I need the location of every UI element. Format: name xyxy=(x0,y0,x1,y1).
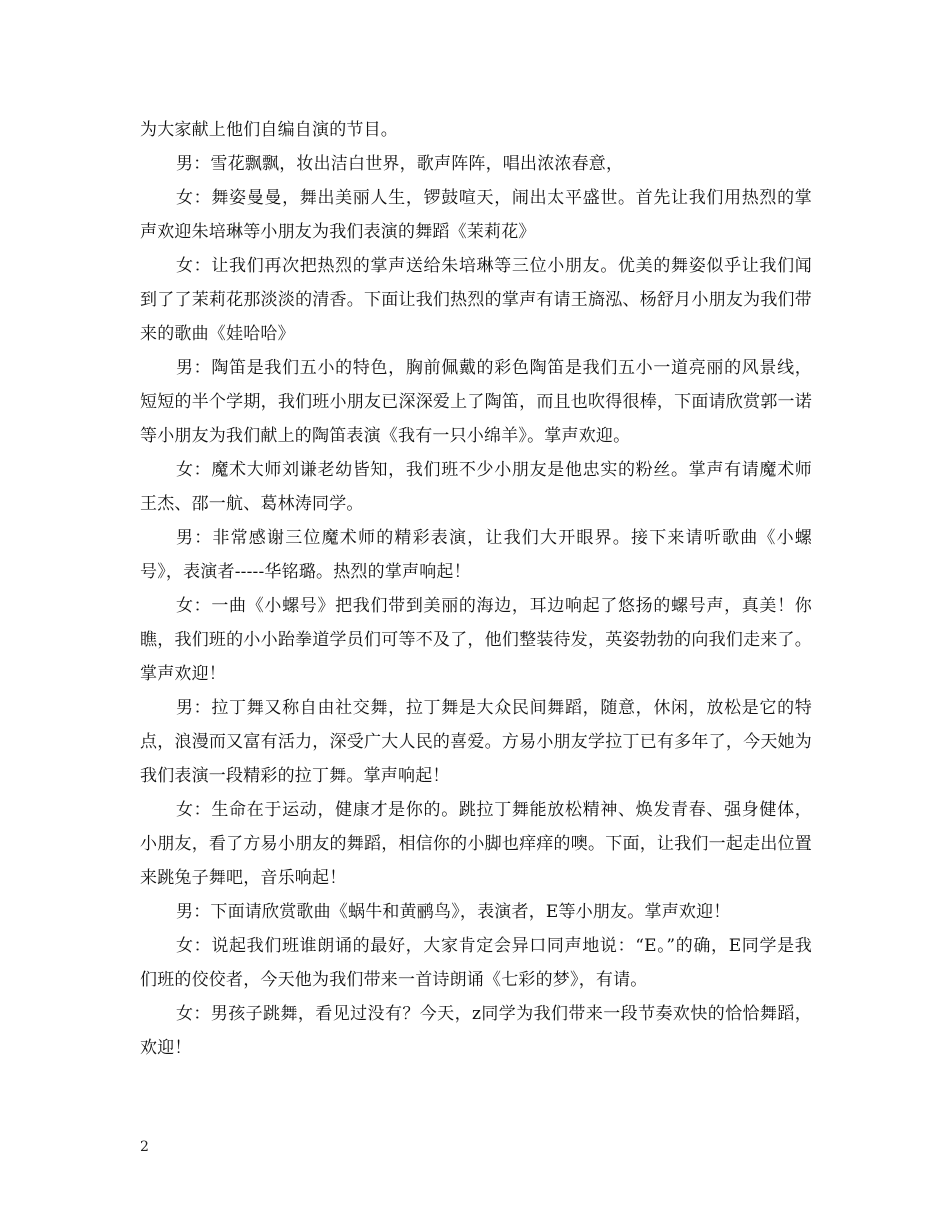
page-number: 2 xyxy=(140,1139,149,1155)
paragraph: 男：下面请欣赏歌曲《蜗牛和黄鹂鸟》，表演者，E等小朋友。掌声欢迎！ xyxy=(176,902,731,922)
paragraph: 女：男孩子跳舞，看见过没有？今天，z同学为我们带来一段节奏欢快的恰恰舞蹈，欢迎！ xyxy=(140,1004,812,1058)
paragraph: 男：陶笛是我们五小的特色，胸前佩戴的彩色陶笛是我们五小一道亮丽的风景线，短短的半个学期，我们班小朋友已深深爱上了陶笛，而且也吹得很棒，下面请欣赏郭一诺等小朋友为我们献上的陶笛表演《我有一只小绵羊》。掌声欢迎。 xyxy=(140,358,812,446)
paragraph: 女：舞姿曼曼，舞出美丽人生，锣鼓喧天，闹出太平盛世。首先让我们用热烈的掌声欢迎朱培琳等小朋友为我们表演的舞蹈《茉莉花》 xyxy=(140,188,812,242)
paragraph: 女：一曲《小螺号》把我们带到美丽的海边，耳边响起了悠扬的螺号声，真美！你瞧，我们班的小小跆拳道学员们可等不及了，他们整装待发，英姿勃勃的向我们走来了。掌声欢迎！ xyxy=(140,596,812,684)
paragraph: 女：说起我们班谁朗诵的最好，大家肯定会异口同声地说：“E。”的确，E同学是我们班的佼佼者，今天他为我们带来一首诗朗诵《七彩的梦》，有请。 xyxy=(140,936,812,990)
paragraph: 男：雪花飘飘，妆出洁白世界，歌声阵阵，唱出浓浓春意， xyxy=(176,154,624,174)
paragraph: 男：非常感谢三位魔术师的精彩表演，让我们大开眼界。接下来请听歌曲《小螺号》，表演者-----华铭璐。热烈的掌声响起！ xyxy=(140,528,812,582)
document-body xyxy=(140,113,812,1065)
paragraph: 男：拉丁舞又称自由社交舞，拉丁舞是大众民间舞蹈，随意，休闲，放松是它的特点，浪漫而又富有活力，深受广大人民的喜爱。方易小朋友学拉丁已有多年了，今天她为我们表演一段精彩的拉丁舞。掌声响起！ xyxy=(140,698,812,786)
paragraph: 为大家献上他们自编自演的节目。 xyxy=(140,120,398,140)
paragraph: 女：让我们再次把热烈的掌声送给朱培琳等三位小朋友。优美的舞姿似乎让我们闻到了了茉莉花那淡淡的清香。下面让我们热烈的掌声有请王旖泓、杨舒月小朋友为我们带来的歌曲《娃哈哈》 xyxy=(140,256,812,344)
paragraph: 女：魔术大师刘谦老幼皆知，我们班不少小朋友是他忠实的粉丝。掌声有请魔术师王杰、邵一航、葛林涛同学。 xyxy=(140,460,812,514)
paragraph: 女：生命在于运动，健康才是你的。跳拉丁舞能放松精神、焕发青春、强身健体，小朋友，看了方易小朋友的舞蹈，相信你的小脚也痒痒的噢。下面，让我们一起走出位置来跳兔子舞吧，音乐响起！ xyxy=(140,800,812,888)
